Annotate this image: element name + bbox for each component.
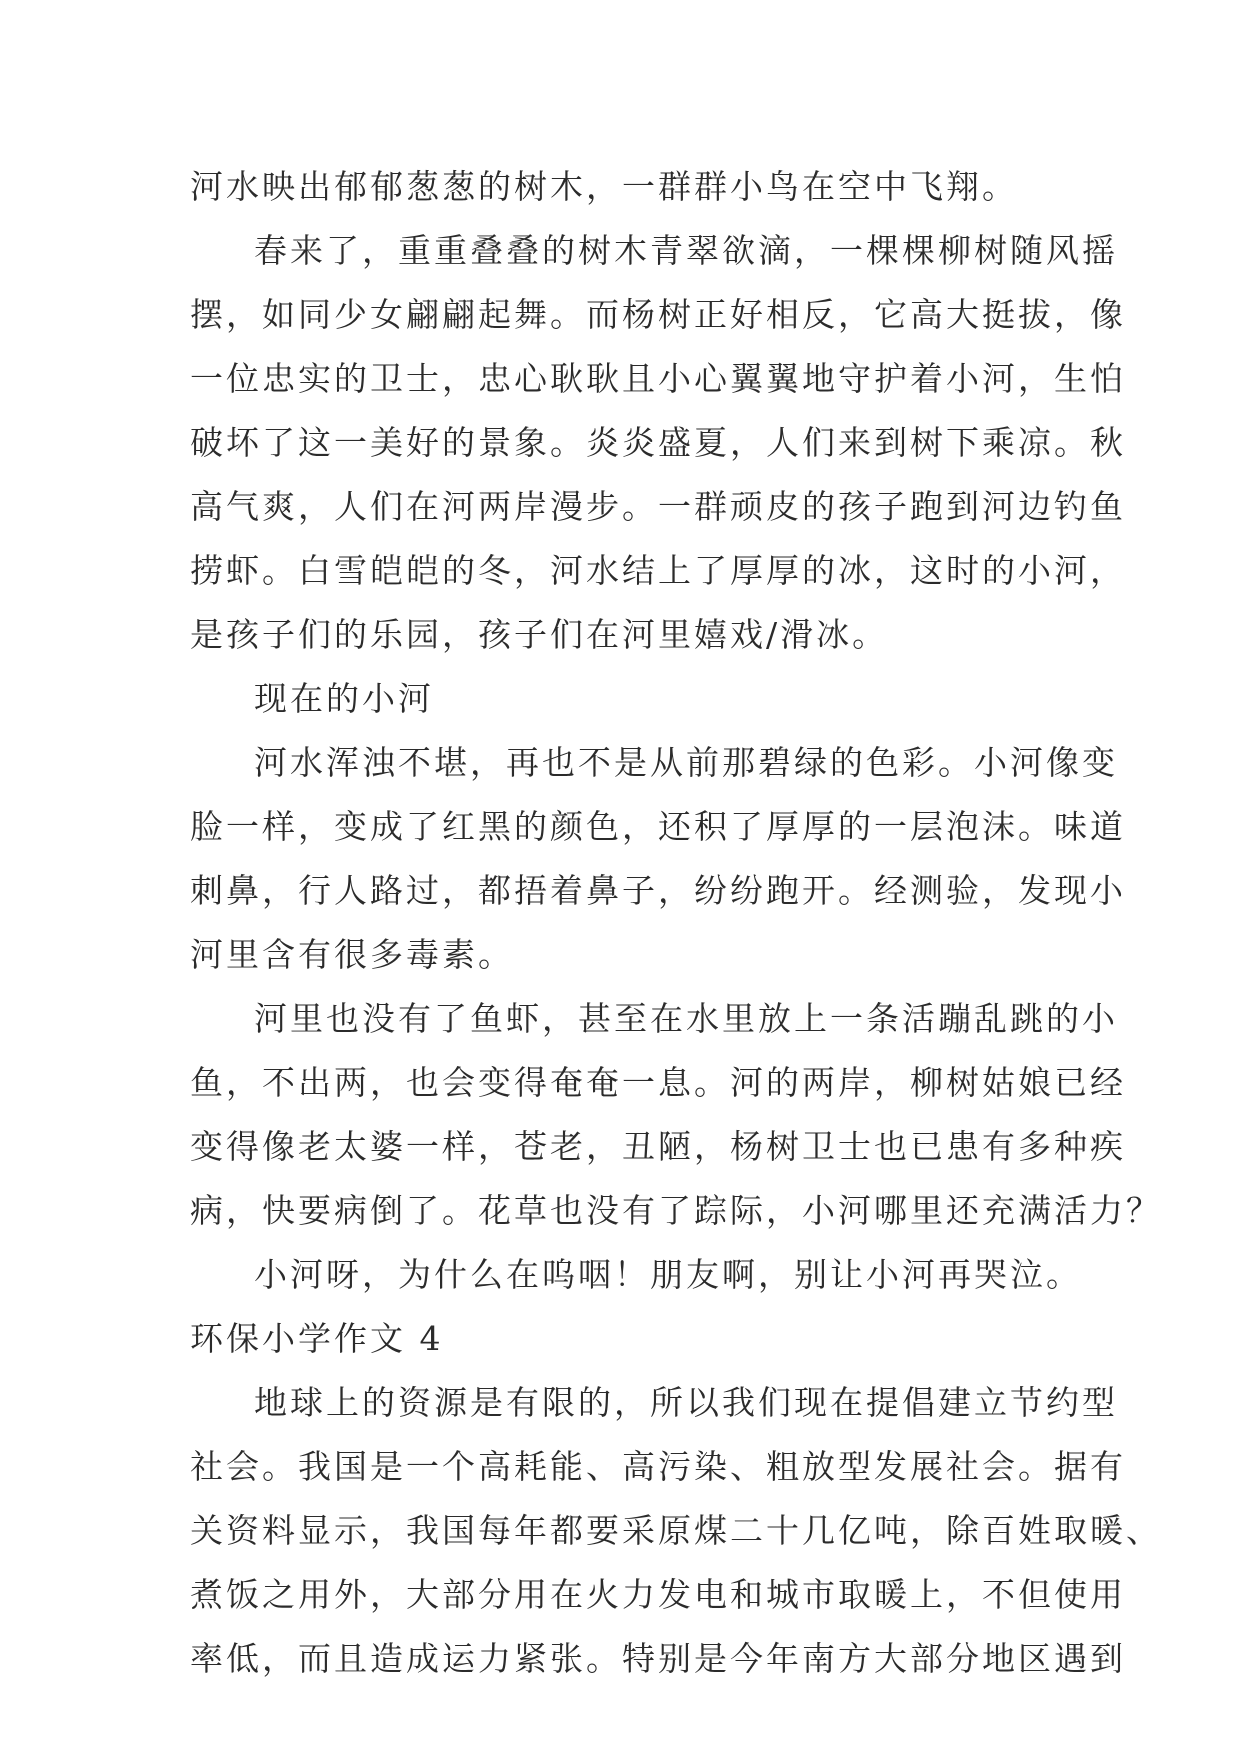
document-body: [190, 155, 1162, 1691]
text-line-12: 刺鼻，行人路过，都捂着鼻子，纷纷跑开。经测验，发现小: [190, 871, 1126, 910]
text-line-17: 病，快要病倒了。花草也没有了踪际，小河哪里还充满活力？: [190, 1191, 1162, 1230]
text-line-14: 河里也没有了鱼虾，甚至在水里放上一条活蹦乱跳的小: [254, 999, 1118, 1038]
text-line-16: 变得像老太婆一样，苍老，丑陋，杨树卫士也已患有多种疾: [190, 1127, 1126, 1166]
text-line-21: 社会。我国是一个高耗能、高污染、粗放型发展社会。据有: [190, 1447, 1126, 1486]
text-line-2: 春来了，重重叠叠的树木青翠欲滴，一棵棵柳树随风摇: [254, 231, 1118, 270]
text-line-11: 脸一样，变成了红黑的颜色，还积了厚厚的一层泡沫。味道: [190, 807, 1126, 846]
text-line-13: 河里含有很多毒素。: [190, 935, 514, 974]
text-line-7: 捞虾。白雪皑皑的冬，河水结上了厚厚的冰，这时的小河，: [190, 551, 1126, 590]
text-line-3: 摆，如同少女翩翩起舞。而杨树正好相反，它高大挺拔，像: [190, 295, 1126, 334]
text-line-18: 小河呀，为什么在呜咽！朋友啊，别让小河再哭泣。: [254, 1255, 1082, 1294]
text-line-23: 煮饭之用外，大部分用在火力发电和城市取暖上，不但使用: [190, 1575, 1126, 1614]
text-line-5: 破坏了这一美好的景象。炎炎盛夏，人们来到树下乘凉。秋: [190, 423, 1126, 462]
essay-title: 环保小学作文 4: [190, 1319, 444, 1358]
text-line-1: 河水映出郁郁葱葱的树木，一群群小鸟在空中飞翔。: [190, 167, 1018, 206]
text-line-6: 高气爽，人们在河两岸漫步。一群顽皮的孩子跑到河边钓鱼: [190, 487, 1126, 526]
text-line-8: 是孩子们的乐园，孩子们在河里嬉戏/滑冰。: [190, 615, 889, 654]
text-line-4: 一位忠实的卫士，忠心耿耿且小心翼翼地守护着小河，生怕: [190, 359, 1126, 398]
text-line-20: 地球上的资源是有限的，所以我们现在提倡建立节约型: [254, 1383, 1118, 1422]
text-line-24: 率低，而且造成运力紧张。特别是今年南方大部分地区遇到: [190, 1639, 1126, 1678]
text-line-15: 鱼，不出两，也会变得奄奄一息。河的两岸，柳树姑娘已经: [190, 1063, 1126, 1102]
text-line-22: 关资料显示，我国每年都要采原煤二十几亿吨，除百姓取暖、: [190, 1511, 1162, 1550]
section-heading: 现在的小河: [254, 679, 434, 718]
text-line-10: 河水浑浊不堪，再也不是从前那碧绿的色彩。小河像变: [254, 743, 1118, 782]
